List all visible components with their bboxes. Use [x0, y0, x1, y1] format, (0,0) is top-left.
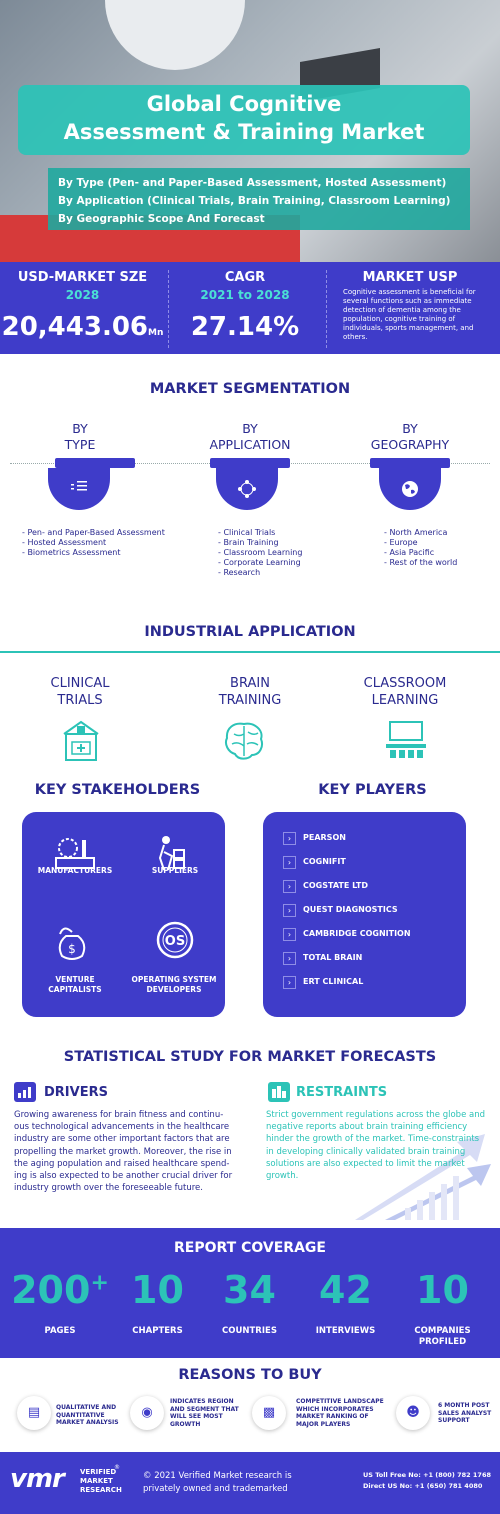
stakeholder-venture-l1: VENTURE	[55, 975, 95, 984]
list-item: - Asia Pacific	[384, 548, 435, 557]
support-agent-icon: ☻	[396, 1396, 430, 1430]
coverage-interviews-label: INTERVIEWS	[315, 1326, 376, 1336]
contact-numbers	[363, 1470, 491, 1492]
coverage-companies-l1: COMPANIES	[414, 1326, 471, 1336]
reason-line: 6 MONTH POST	[438, 1402, 490, 1409]
reason-1	[56, 1404, 128, 1427]
reason-2	[170, 1398, 242, 1428]
app-brain-l2: TRAINING	[218, 693, 282, 708]
coverage-chapters-label: CHAPTERS	[132, 1326, 183, 1336]
player-row	[283, 904, 463, 918]
app-classroom-heading	[340, 675, 470, 709]
building-chart-icon	[271, 1085, 287, 1099]
chevron-right-icon: ›	[283, 928, 296, 941]
seg-type-h2: TYPE	[64, 437, 96, 452]
stakeholder-os-l2: DEVELOPERS	[146, 985, 202, 994]
seg-geo-item: North America	[389, 528, 448, 537]
reason-line: SUPPORT	[438, 1417, 470, 1424]
reason-3	[296, 1398, 386, 1428]
app-clinical-heading	[20, 675, 140, 709]
seg-app-item: Corporate Learning	[223, 558, 301, 567]
seg-app-list	[218, 528, 348, 578]
reason-line: COMPETITIVE LANDSCAPE	[296, 1398, 384, 1405]
stakeholders-title: KEY STAKEHOLDERS	[34, 782, 201, 798]
hospital-icon	[58, 718, 104, 764]
list-item: - Clinical Trials	[218, 528, 276, 537]
os-glyph: OS	[164, 934, 186, 949]
direct-label: Direct US No:	[363, 1482, 413, 1490]
restraints-line: solutions are also expected to limit the market	[266, 1158, 465, 1169]
coverage-pages-plus: +	[90, 1270, 109, 1296]
drivers-line: Growing awareness for brain fitness and continu-	[14, 1110, 224, 1120]
list-item: - Classroom Learning	[218, 548, 303, 557]
reason-line: QUALITATIVE AND	[56, 1404, 117, 1411]
list-item: - North America	[384, 528, 448, 537]
app-clinical-l2: TRIALS	[57, 693, 103, 708]
page-title	[18, 90, 470, 146]
market-size-label: USD-MARKET SZE	[17, 270, 148, 285]
logo-line-3: RESEARCH	[80, 1486, 122, 1494]
seg-geo-h1: BY	[402, 421, 418, 436]
stakeholder-os-l1: OPERATING SYSTEM	[131, 975, 217, 984]
chevron-right-icon: ›	[283, 856, 296, 869]
copyright	[143, 1470, 292, 1496]
list-icon	[68, 477, 90, 499]
svg-text:$: $	[68, 942, 76, 956]
coverage-countries-number: 34	[223, 1268, 276, 1312]
stakeholder-venture-l2: CAPITALISTS	[48, 985, 102, 994]
seg-type-list	[22, 528, 192, 558]
player-name: TOTAL BRAIN	[303, 953, 363, 962]
drivers-line: propelling the market growth. Moreover, the rise in	[14, 1146, 232, 1157]
tollfree-value: +1 (800) 782 1768	[423, 1471, 491, 1479]
seg-geo-heading	[340, 421, 480, 453]
logo-registered: ®	[114, 1464, 120, 1471]
logo-line-2: MARKET	[80, 1477, 113, 1485]
chevron-right-icon: ›	[283, 976, 296, 989]
list-item: - Europe	[384, 538, 418, 547]
reason-line: WHICH INCORPORATES	[296, 1405, 374, 1413]
globe-icon	[399, 478, 421, 500]
logo-mark: vmr	[10, 1464, 64, 1494]
stakeholder-suppliers: SUPPLIERS	[151, 866, 199, 875]
restraints-line: negative reports about brain training efficiency	[266, 1122, 468, 1133]
subtitle-type: By Type (Pen- and Paper-Based Assessment, Hosted Assessment)	[58, 177, 447, 189]
cagr-value: 27.14%	[190, 312, 300, 342]
restraints-line: in developing clinically validated brain training	[266, 1146, 466, 1157]
player-row	[283, 928, 463, 942]
seg-geo-h2: GEOGRAPHY	[370, 437, 450, 452]
logo-wordmark	[80, 1468, 122, 1495]
player-row	[283, 952, 463, 966]
app-classroom-l1: CLASSROOM	[363, 676, 447, 691]
list-item: - Brain Training	[218, 538, 279, 547]
drivers-title: DRIVERS	[44, 1085, 108, 1100]
seg-app-heading	[180, 421, 320, 453]
cagr-label: CAGR	[224, 270, 266, 285]
player-row	[283, 976, 463, 990]
player-name: PEARSON	[303, 833, 346, 842]
app-brain-l1: BRAIN	[230, 676, 270, 691]
coverage-chapters-number: 10	[131, 1268, 184, 1312]
seg-app-bar	[210, 458, 290, 468]
market-size-year: 2028	[65, 288, 100, 302]
coverage-title: REPORT COVERAGE	[174, 1240, 326, 1256]
reason-4	[438, 1402, 494, 1425]
market-size-value	[0, 312, 165, 342]
player-name: QUEST DIAGNOSTICS	[303, 905, 398, 914]
restraints-line: Strict government regulations across the globe and	[266, 1110, 485, 1120]
seg-app-h1: BY	[242, 421, 258, 436]
usp-text: Cognitive assessment is beneficial for several functions such as immediate detection of dementia among the population, cognitive training of individuals, sports management, and others.	[343, 288, 476, 341]
app-classroom-l2: LEARNING	[371, 693, 439, 708]
os-icon	[155, 920, 195, 960]
player-name: CAMBRIDGE COGNITION	[303, 929, 411, 938]
player-name: COGSTATE LTD	[303, 881, 368, 890]
usp-label: MARKET USP	[362, 270, 458, 285]
coverage-companies-number: 10	[416, 1268, 469, 1312]
title-line-1: Global Cognitive	[146, 92, 342, 116]
network-icon	[236, 478, 258, 500]
player-row	[283, 832, 463, 846]
players-title: KEY PLAYERS	[318, 782, 427, 798]
market-size-unit: Mn	[148, 328, 164, 338]
list-item: - Research	[218, 568, 261, 577]
tollfree-row	[363, 1470, 491, 1481]
subtitle-geography: By Geographic Scope And Forecast	[58, 213, 265, 225]
title-line-2: Assessment & Training Market	[63, 120, 425, 144]
subtitle-application: By Application (Clinical Trials, Brain Training, Classroom Learning)	[58, 195, 451, 207]
bar-chart-icon: ▩	[252, 1396, 286, 1430]
seg-geo-item: Asia Pacific	[389, 548, 435, 557]
segmentation-title: MARKET SEGMENTATION	[149, 381, 351, 397]
seg-type-item: Pen- and Paper-Based Assessment	[27, 528, 165, 537]
player-name: ERT CLINICAL	[303, 977, 364, 986]
stakeholder-os-developers	[122, 975, 226, 995]
reasons-title: REASONS TO BUY	[178, 1367, 322, 1383]
industrial-title: INDUSTRIAL APPLICATION	[144, 624, 356, 640]
restraints-text	[266, 1109, 496, 1182]
seg-app-item: Brain Training	[223, 538, 279, 547]
stats-divider	[168, 270, 169, 348]
seg-type-item: Hosted Assessment	[27, 538, 107, 547]
seg-app-item: Classroom Learning	[223, 548, 303, 557]
seg-geo-bar	[370, 458, 450, 468]
player-name: COGNIFIT	[303, 857, 346, 866]
reason-line: INDICATES REGION	[170, 1398, 234, 1405]
drivers-line: industry are some other important factors that are	[14, 1134, 230, 1145]
coverage-pages-label: PAGES	[44, 1326, 76, 1336]
chevron-right-icon: ›	[283, 904, 296, 917]
reason-line: MARKET ANALYSIS	[56, 1419, 119, 1426]
stakeholder-venture	[30, 975, 120, 995]
classroom-icon	[382, 718, 430, 764]
seg-geo-item: Europe	[389, 538, 418, 547]
list-item: - Corporate Learning	[218, 558, 301, 567]
money-bag-icon	[52, 922, 94, 962]
reason-line: AND SEGMENT THAT	[170, 1405, 239, 1413]
coverage-companies-l2: PROFILED	[418, 1337, 467, 1347]
seg-type-heading	[20, 421, 140, 453]
brain-icon	[220, 718, 268, 764]
reason-line: MARKET RANKING OF	[296, 1413, 369, 1420]
market-size-number: 20,443.06	[1, 312, 148, 342]
drivers-text	[14, 1109, 244, 1194]
seg-type-item: Biometrics Assessment	[27, 548, 121, 557]
chevron-right-icon: ›	[283, 832, 296, 845]
factory-icon	[52, 834, 98, 870]
reason-line: WILL SEE MOST	[170, 1413, 223, 1420]
seg-type-bar	[55, 458, 135, 468]
list-item: - Pen- and Paper-Based Assessment	[22, 528, 165, 537]
seg-geo-list	[384, 528, 494, 568]
cagr-period: 2021 to 2028	[200, 288, 290, 302]
drivers-line: industry growth over the foreseeable future.	[14, 1183, 203, 1194]
drivers-line: ous technological advancements in the healthcare	[14, 1122, 230, 1133]
drivers-line: ing is also expected to be another crucial driver for	[14, 1171, 233, 1182]
list-item: - Hosted Assessment	[22, 538, 107, 547]
document-icon: ▤	[17, 1396, 51, 1430]
restraints-line: hinder the growth of the market. Time-constraints	[266, 1134, 480, 1145]
chevron-right-icon: ›	[283, 952, 296, 965]
reason-line: QUANTITATIVE	[56, 1411, 105, 1419]
industrial-divider	[0, 651, 500, 653]
app-brain-heading	[185, 675, 315, 709]
stakeholder-manufacturers: MANUFACTURERS	[37, 866, 113, 875]
chevron-right-icon: ›	[283, 880, 296, 893]
logo-line-1: VERIFIED	[80, 1468, 117, 1476]
seg-geo-item: Rest of the world	[389, 558, 458, 567]
copyright-line-1: © 2021 Verified Market research is	[143, 1471, 292, 1481]
seg-app-item: Research	[223, 568, 261, 577]
player-row	[283, 880, 463, 894]
coverage-pages-number	[5, 1268, 115, 1312]
globe-icon: ◉	[130, 1396, 164, 1430]
stats-divider	[326, 270, 327, 348]
coverage-companies-label	[395, 1326, 490, 1348]
list-item: - Rest of the world	[384, 558, 458, 567]
seg-type-h1: BY	[72, 421, 88, 436]
player-row	[283, 856, 463, 870]
bar-chart-icon	[17, 1085, 33, 1099]
drivers-line: the aging population and raised healthcare spend-	[14, 1158, 230, 1169]
seg-app-item: Clinical Trials	[223, 528, 276, 537]
reason-line: GROWTH	[170, 1420, 201, 1428]
hero-photo-head	[105, 0, 245, 70]
reason-line: MAJOR PLAYERS	[296, 1420, 351, 1428]
coverage-pages-value: 200	[11, 1268, 91, 1312]
reason-line: SALES ANALYST	[438, 1409, 492, 1417]
seg-app-h2: APPLICATION	[209, 437, 291, 452]
statistical-title: STATISTICAL STUDY FOR MARKET FORECASTS	[63, 1049, 437, 1065]
copyright-line-2: privately owned and trademarked	[143, 1484, 288, 1494]
tollfree-label: US Toll Free No:	[363, 1471, 421, 1479]
direct-value: +1 (650) 781 4080	[414, 1482, 483, 1490]
restraints-line: growth.	[266, 1171, 299, 1182]
app-clinical-l1: CLINICAL	[50, 676, 110, 691]
coverage-countries-label: COUNTRIES	[222, 1326, 277, 1336]
restraints-title: RESTRAINTS	[296, 1085, 388, 1100]
direct-row	[363, 1481, 491, 1492]
list-item: - Biometrics Assessment	[22, 548, 121, 557]
coverage-interviews-number: 42	[319, 1268, 372, 1312]
